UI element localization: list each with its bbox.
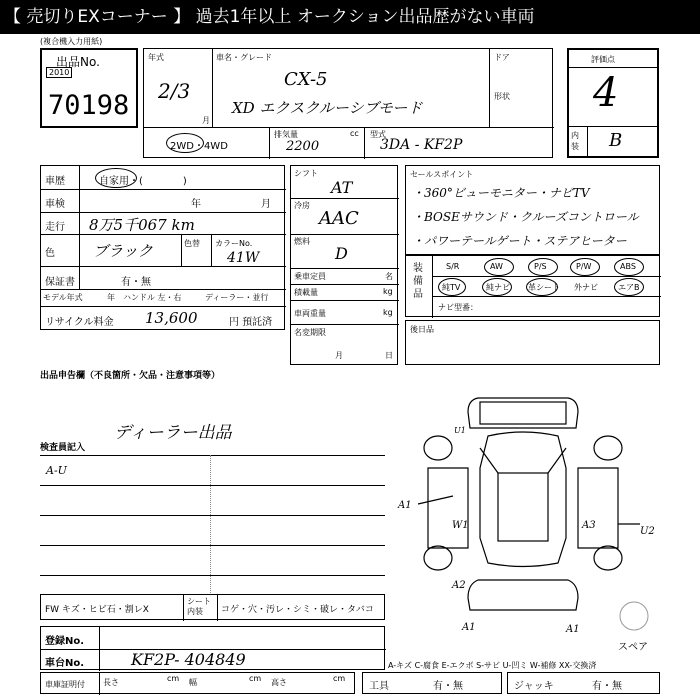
equip-circle [614, 278, 644, 296]
damage-mark: U2 [640, 526, 655, 537]
equip-item: S/R [446, 262, 460, 271]
mileage-label: 走行 [45, 222, 65, 233]
damage-mark: U1 [454, 426, 466, 435]
color-no-label: カラーNo. [215, 239, 253, 248]
door-label: ドア [494, 53, 510, 62]
equip-circle [614, 258, 644, 276]
equip-circle [482, 278, 512, 296]
spec-box: シフト AT 冷房 AAC 燃料 D 乗車定員 名 積載量 kg 車両重量 kg 名変期限 月 日 [290, 165, 398, 365]
capacity-label: 乗車定員 [294, 272, 326, 281]
disp-value: 2200 [286, 139, 320, 154]
equip-item: ABS [620, 262, 636, 271]
year-label: 年式 [148, 53, 164, 62]
lot-year-tag: 2010 [46, 67, 72, 78]
fw-box [40, 594, 385, 620]
damage-mark: W1 [452, 520, 469, 531]
cool-label: 冷房 [294, 201, 310, 210]
equip-item: エアB [618, 283, 640, 292]
equipment-box [405, 255, 660, 317]
lot-box [40, 48, 138, 128]
shape-label: 形状 [494, 92, 510, 101]
reg-label: 登録No. [45, 636, 85, 647]
equip-item: P/W [576, 262, 592, 271]
vehicle-box: 年式 2/3 月 車名・グレード CX-5 XD エクスクルーシブモード ドア 形状 2WD・4WD 排気量 2200 cc 型式 3DA - KF2P [143, 48, 553, 158]
inspector-note: ディーラー出品 [114, 423, 232, 443]
reki-circle [95, 168, 137, 188]
color-value: ブラック [93, 242, 153, 260]
equip-circle [526, 278, 558, 296]
shift-value: AT [331, 178, 353, 197]
jack-label: ジャッキ [514, 681, 554, 692]
tool-value: 有・無 [433, 681, 463, 692]
model-name: CX-5 [284, 69, 328, 90]
sales-label: セールスポイント [410, 170, 474, 179]
equip-circle [484, 258, 514, 276]
fw-text: FW キズ・ヒビ石・割レX [45, 605, 149, 615]
name-label: 車名・グレード [216, 53, 272, 62]
sales-box [405, 165, 660, 255]
inspector-note-2: A-U [46, 464, 67, 477]
remarks-label: 出品申告欄（不良箇所・欠品・注意事項等） [40, 371, 221, 381]
shift-label: シフト [294, 169, 318, 178]
reg-box [40, 626, 385, 670]
sales-line: ・BOSEサウンド・クルーズコントロール [412, 210, 639, 224]
type-label: 型式 [370, 130, 386, 139]
after-label: 後日品 [410, 325, 434, 334]
sales-line: ・パワーテールゲート・ステアヒーター [412, 234, 627, 248]
damage-mark: A1 [566, 624, 580, 635]
shaken-label: 車検 [45, 199, 65, 210]
cert-label: 車庫証明付 [45, 680, 85, 689]
equip-item: 革シート [528, 283, 560, 292]
seat-label: シート内装 [187, 597, 211, 616]
jack-box [507, 672, 660, 694]
reki-label: 車歴 [45, 176, 65, 187]
history-box: 車歴 自家用・( ) 車検 年 月 走行 8万5千067 km 色 ブラック 色替 カラーNo. 41W 保証書 有・無 モデル年式 年 ハンドル 左・右 ディーラー・並行 リサイクル料金 13,600 円 預託済 [40, 165, 285, 330]
inspector-label: 検査員記入 [40, 443, 86, 453]
score-label: 評価点 [591, 55, 615, 64]
warranty-value: 有・無 [121, 277, 151, 288]
chassis-value: KF2P- 404849 [131, 650, 246, 669]
mileage-value: 8万5千067 km [89, 216, 195, 234]
fuel-label: 燃料 [294, 237, 310, 246]
damage-mark: A2 [452, 580, 466, 591]
equip-label: 装備品 [413, 263, 423, 300]
lot-label: 出品No. [56, 55, 100, 69]
drive-label: 2WD・4WD [170, 141, 228, 152]
recycle-label: リサイクル料金 [45, 317, 114, 328]
color-no-value: 41W [227, 250, 260, 266]
equip-item: 外ナビ [574, 283, 598, 292]
damage-diagram [398, 388, 698, 648]
weight-label: 車両重量 [294, 309, 326, 318]
warranty-label: 保証書 [45, 277, 75, 288]
tool-label: 工具 [369, 681, 389, 692]
equip-item: 純TV [442, 283, 461, 292]
equip-circle [570, 258, 600, 276]
score-value: 4 [593, 70, 619, 116]
cool-value: AAC [319, 208, 359, 229]
after-items-box [405, 320, 660, 365]
equip-item: AW [490, 262, 503, 271]
lot-number: 70198 [48, 90, 130, 121]
damage-mark: A3 [582, 520, 596, 531]
navi-label: ナビ型番： [438, 303, 478, 312]
damage-mark: A1 [462, 622, 476, 633]
drive-circle [166, 133, 204, 153]
score-box [567, 48, 659, 158]
damage-legend: A-キズ C-腐食 E-エクボ S-サビ U-凹ミ W-補修 XX-交換済 [388, 661, 597, 670]
chassis-label: 車台No. [45, 658, 85, 669]
change-label: 名変期限 [294, 328, 326, 337]
grade-name: XD エクスクルーシブモード [232, 99, 423, 117]
recycle-value: 13,600 [145, 309, 198, 327]
equip-circle [528, 258, 558, 276]
type-value: 3DA - KF2P [380, 137, 463, 153]
color-label: 色 [45, 248, 55, 259]
sales-line: ・360°ビューモニター・ナビTV [412, 186, 590, 200]
color-change-label: 色替 [184, 239, 200, 248]
spare-label: スペア [618, 642, 648, 653]
form-note: (複合機入力用紙) [40, 37, 103, 46]
disp-label: 排気量 [274, 130, 298, 139]
equip-item: P/S [534, 262, 547, 271]
interior-label: 内装 [571, 131, 579, 151]
model-year-label: モデル年式 [43, 293, 83, 302]
equip-circle [438, 278, 466, 296]
interior-value: B [609, 130, 623, 151]
load-label: 積載量 [294, 288, 318, 297]
seat-text: コゲ・穴・汚レ・シミ・破レ・タバコ [221, 605, 374, 615]
page-banner: 【 売切りEXコーナー 】 過去1年以上 オークション出品歴がない車両 [0, 0, 700, 34]
garage-box: 車庫証明付 長さ 幅 高さ cm cm cm [40, 672, 355, 694]
reki-value: 自家用・( ) [99, 176, 187, 187]
fuel-value: D [335, 244, 348, 263]
tool-box [362, 672, 502, 694]
dealer-label: ディーラー・並行 [205, 293, 269, 302]
handle-label: ハンドル 左・右 [123, 293, 182, 302]
damage-mark: A1 [398, 500, 412, 511]
jack-value: 有・無 [592, 681, 622, 692]
year-value: 2/3 [158, 79, 191, 103]
equip-item: 純ナビ [486, 283, 510, 292]
